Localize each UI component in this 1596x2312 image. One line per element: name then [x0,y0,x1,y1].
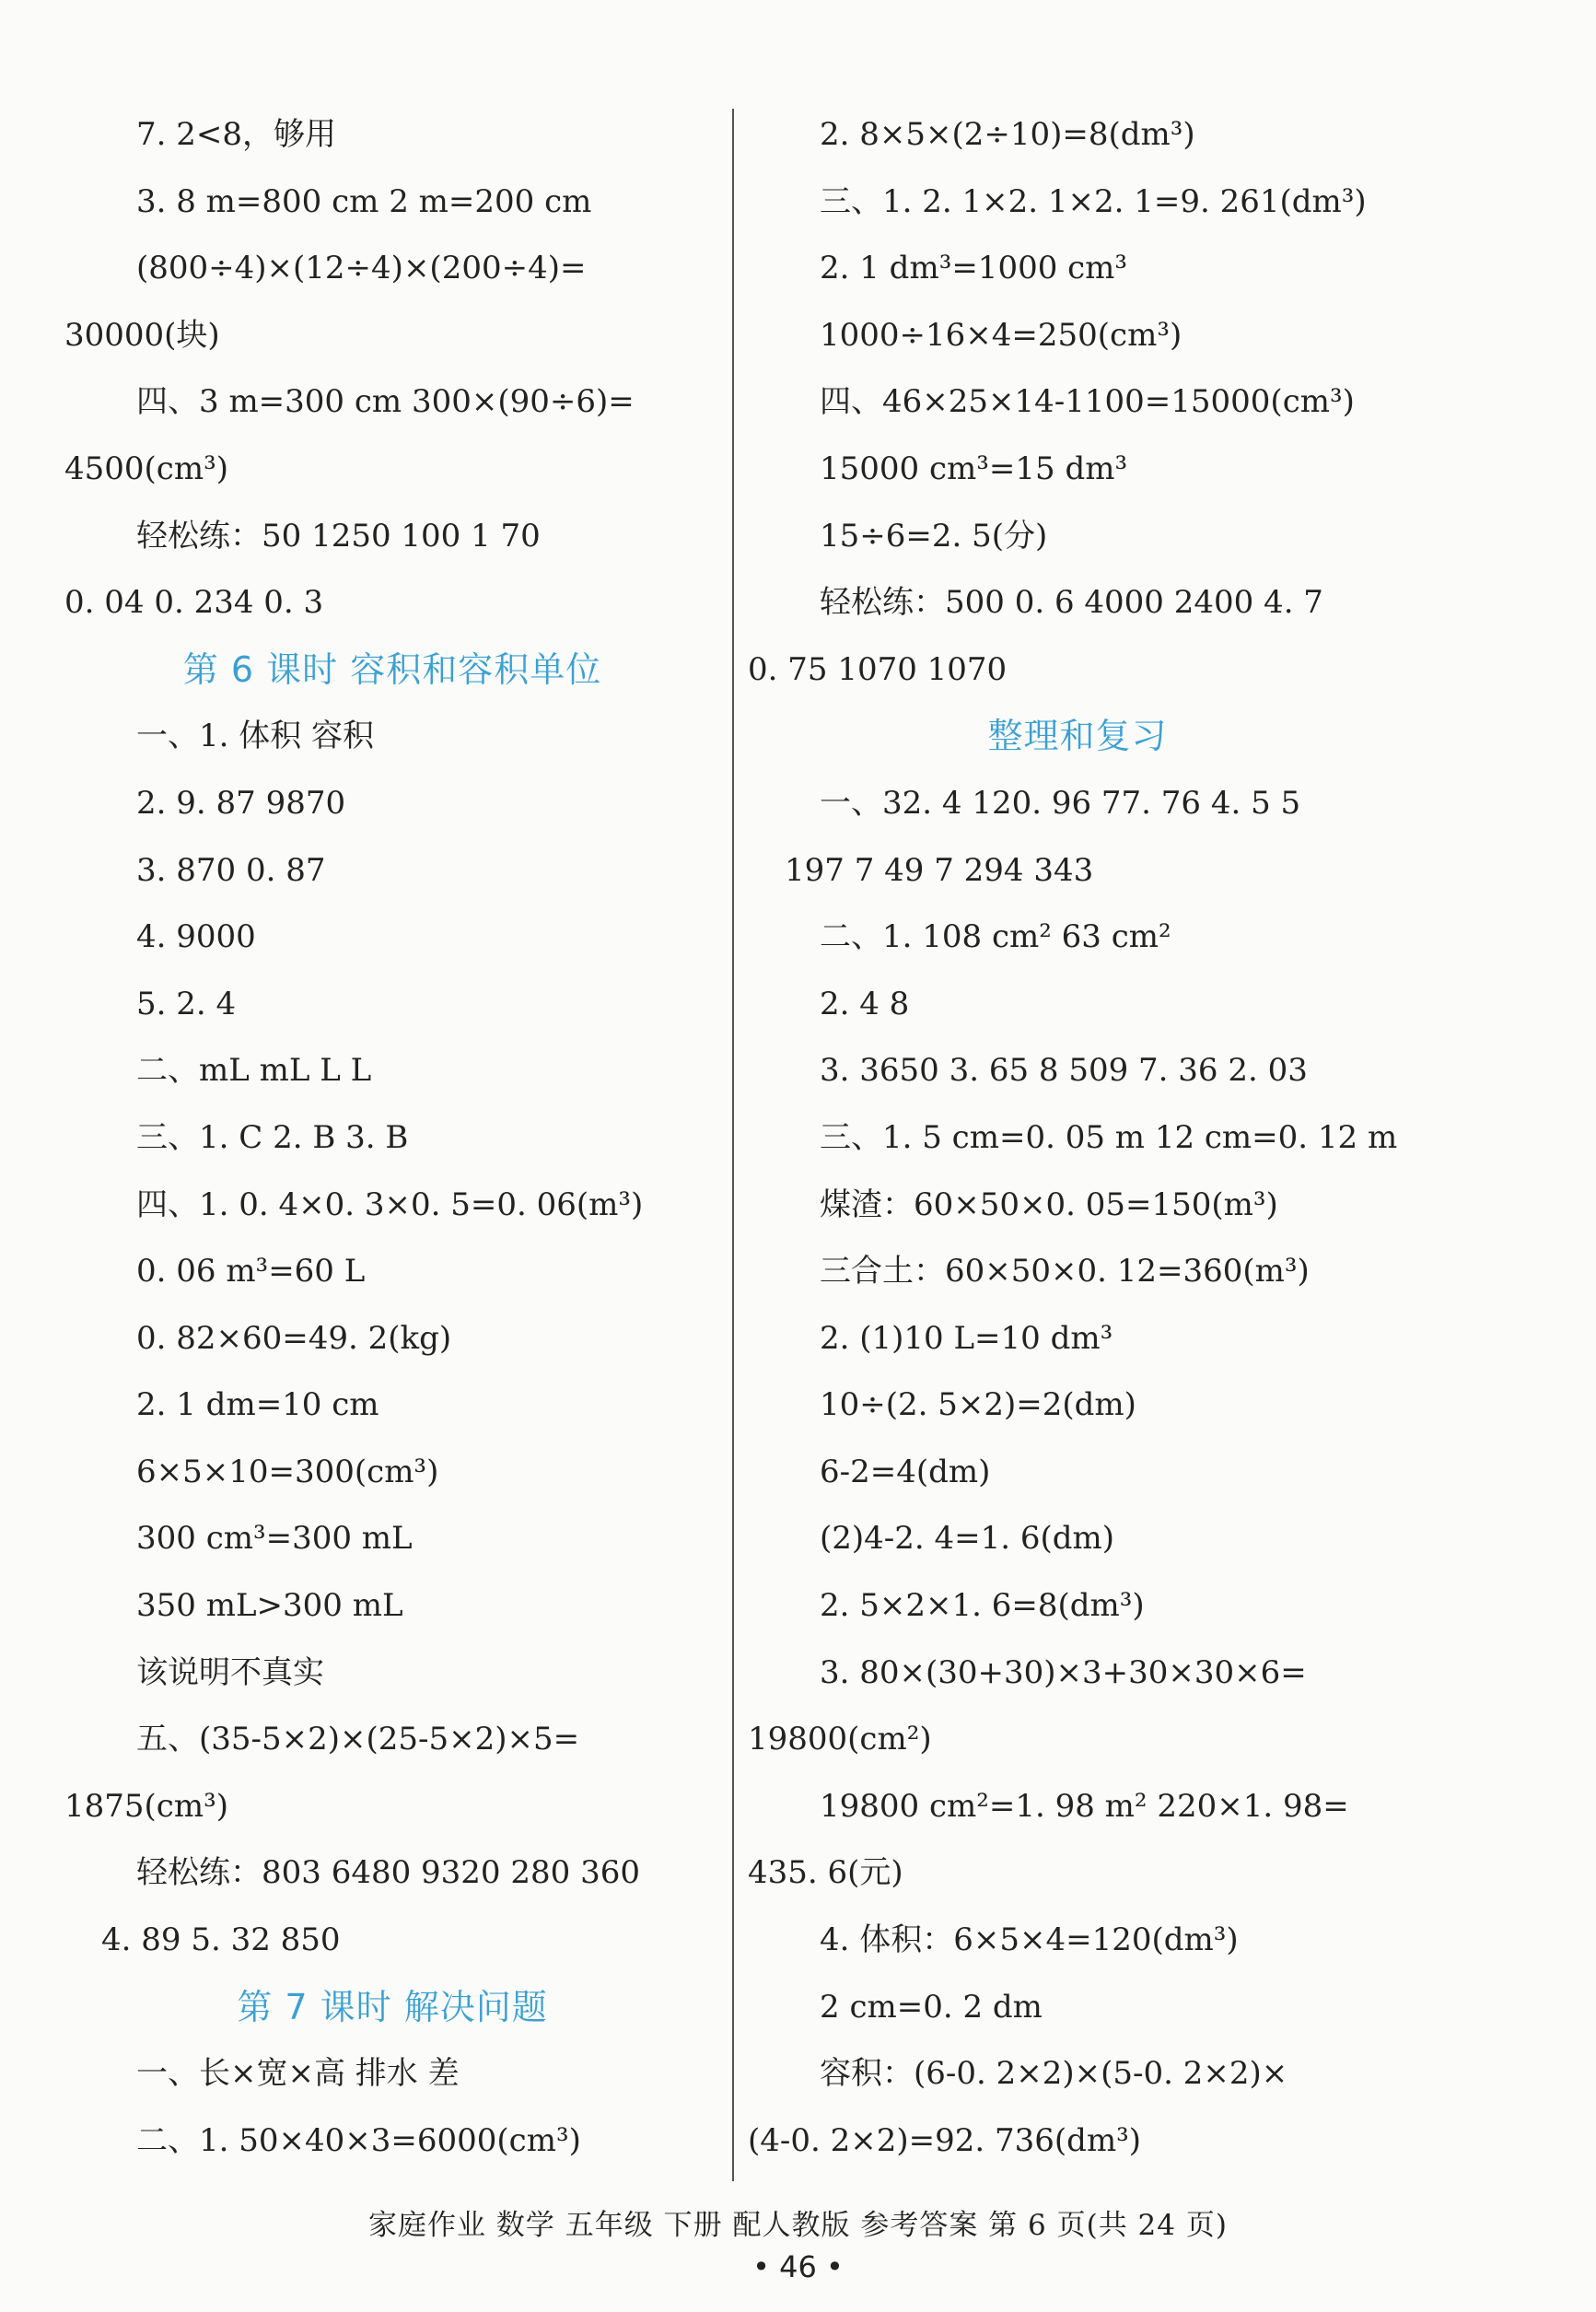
answer-line: 3. 80×(30+30)×3+30×30×6= [820,1653,1307,1691]
answer-line: 该说明不真实 [136,1653,324,1691]
answer-line: 19800 cm²=1. 98 m² 220×1. 98= [820,1787,1349,1825]
answer-line: 4500(cm³) [64,450,228,487]
answer-line: 300 cm³=300 mL [136,1520,413,1558]
answer-line: 2. 1 dm³=1000 cm³ [820,250,1128,287]
answer-line: 3. 8 m=800 cm 2 m=200 cm [136,182,592,220]
answer-line: 煤渣：60×50×0. 05=150(m³) [820,1185,1278,1223]
answer-line: 4. 体积：6×5×4=120(dm³) [820,1921,1239,1959]
page-number: • 46 • [752,2249,844,2284]
answer-line: 轻松练：803 6480 9320 280 360 [136,1854,640,1892]
right-column [748,101,1407,2174]
answer-line: 五、(35-5×2)×(25-5×2)×5= [136,1721,580,1758]
answer-line: 0. 82×60=49. 2(kg) [136,1319,452,1357]
section-heading: 整理和复习 [987,716,1168,757]
answer-line: 2. 5×2×1. 6=8(dm³) [820,1587,1145,1625]
answer-line: 二、1. 50×40×3=6000(cm³) [136,2121,581,2159]
answer-line: 2. (1)10 L=10 dm³ [820,1319,1113,1357]
answer-line: 6-2=4(dm) [820,1453,991,1490]
answer-line: 轻松练：50 1250 100 1 70 [136,517,541,555]
answer-line: 三、1. C 2. B 3. B [136,1118,409,1156]
answer-line: 6×5×10=300(cm³) [136,1453,439,1490]
answer-line: 19800(cm²) [748,1721,932,1758]
answer-line: 四、46×25×14-1100=15000(cm³) [820,383,1355,421]
answer-line: 四、3 m=300 cm 300×(90÷6)= [136,383,635,421]
answer-line: 4. 9000 [136,918,256,956]
answer-line: 2. 4 8 [820,985,910,1022]
answer-line: 2. 8×5×(2÷10)=8(dm³) [820,116,1195,153]
answer-line: 三、1. 2. 1×2. 1×2. 1=9. 261(dm³) [820,182,1367,220]
answer-line: 轻松练：500 0. 6 4000 2400 4. 7 [820,584,1323,622]
answer-line: (800÷4)×(12÷4)×(200÷4)= [136,250,587,287]
answer-line: 10÷(2. 5×2)=2(dm) [820,1386,1136,1424]
answer-line: 1875(cm³) [64,1787,228,1825]
answer-line: 197 7 49 7 294 343 [785,851,1094,889]
answer-line: 三合土：60×50×0. 12=360(m³) [820,1253,1310,1290]
answer-line: 7. 2<8，够用 [136,116,336,153]
column-divider [732,109,734,2181]
answer-line: (2)4-2. 4=1. 6(dm) [820,1520,1115,1558]
section-heading: 第 6 课时 容积和容积单位 [182,648,602,690]
answer-line: 0. 04 0. 234 0. 3 [64,584,324,622]
answer-line: 3. 3650 3. 65 8 509 7. 36 2. 03 [820,1052,1308,1090]
answer-line: 一、长×宽×高 排水 差 [136,2055,460,2093]
answer-line: 3. 870 0. 87 [136,851,326,889]
answer-line: 5. 2. 4 [136,985,237,1022]
answer-line: 1000÷16×4=250(cm³) [820,316,1182,354]
answer-line: 0. 06 m³=60 L [136,1253,366,1290]
answer-line: 4. 89 5. 32 850 [101,1921,341,1959]
answer-line: 2. 9. 87 9870 [136,784,346,822]
section-heading: 第 7 课时 解决问题 [237,1986,548,2027]
answer-line: (4-0. 2×2)=92. 736(dm³) [748,2121,1142,2159]
answer-line: 二、mL mL L L [136,1052,372,1090]
answer-line: 一、32. 4 120. 96 77. 76 4. 5 5 [820,784,1301,822]
answer-line: 350 mL>300 mL [136,1587,403,1625]
answer-line: 2. 1 dm=10 cm [136,1386,379,1424]
page-footer: 家庭作业 数学 五年级 下册 配人教版 参考答案 第 6 页(共 24 页) [368,2209,1228,2242]
left-column [64,101,720,2174]
answer-line: 四、1. 0. 4×0. 3×0. 5=0. 06(m³) [136,1185,644,1223]
answer-line: 三、1. 5 cm=0. 05 m 12 cm=0. 12 m [820,1118,1398,1156]
answer-line: 15000 cm³=15 dm³ [820,450,1128,487]
answer-line: 15÷6=2. 5(分) [820,517,1048,555]
answer-line: 一、1. 体积 容积 [136,718,375,755]
answer-line: 0. 75 1070 1070 [748,650,1008,688]
answer-line: 二、1. 108 cm² 63 cm² [820,918,1171,956]
answer-line: 30000(块) [64,316,220,354]
answer-line: 435. 6(元) [748,1854,903,1892]
answer-line: 2 cm=0. 2 dm [820,1988,1043,2026]
answer-line: 容积：(6-0. 2×2)×(5-0. 2×2)× [820,2055,1288,2093]
